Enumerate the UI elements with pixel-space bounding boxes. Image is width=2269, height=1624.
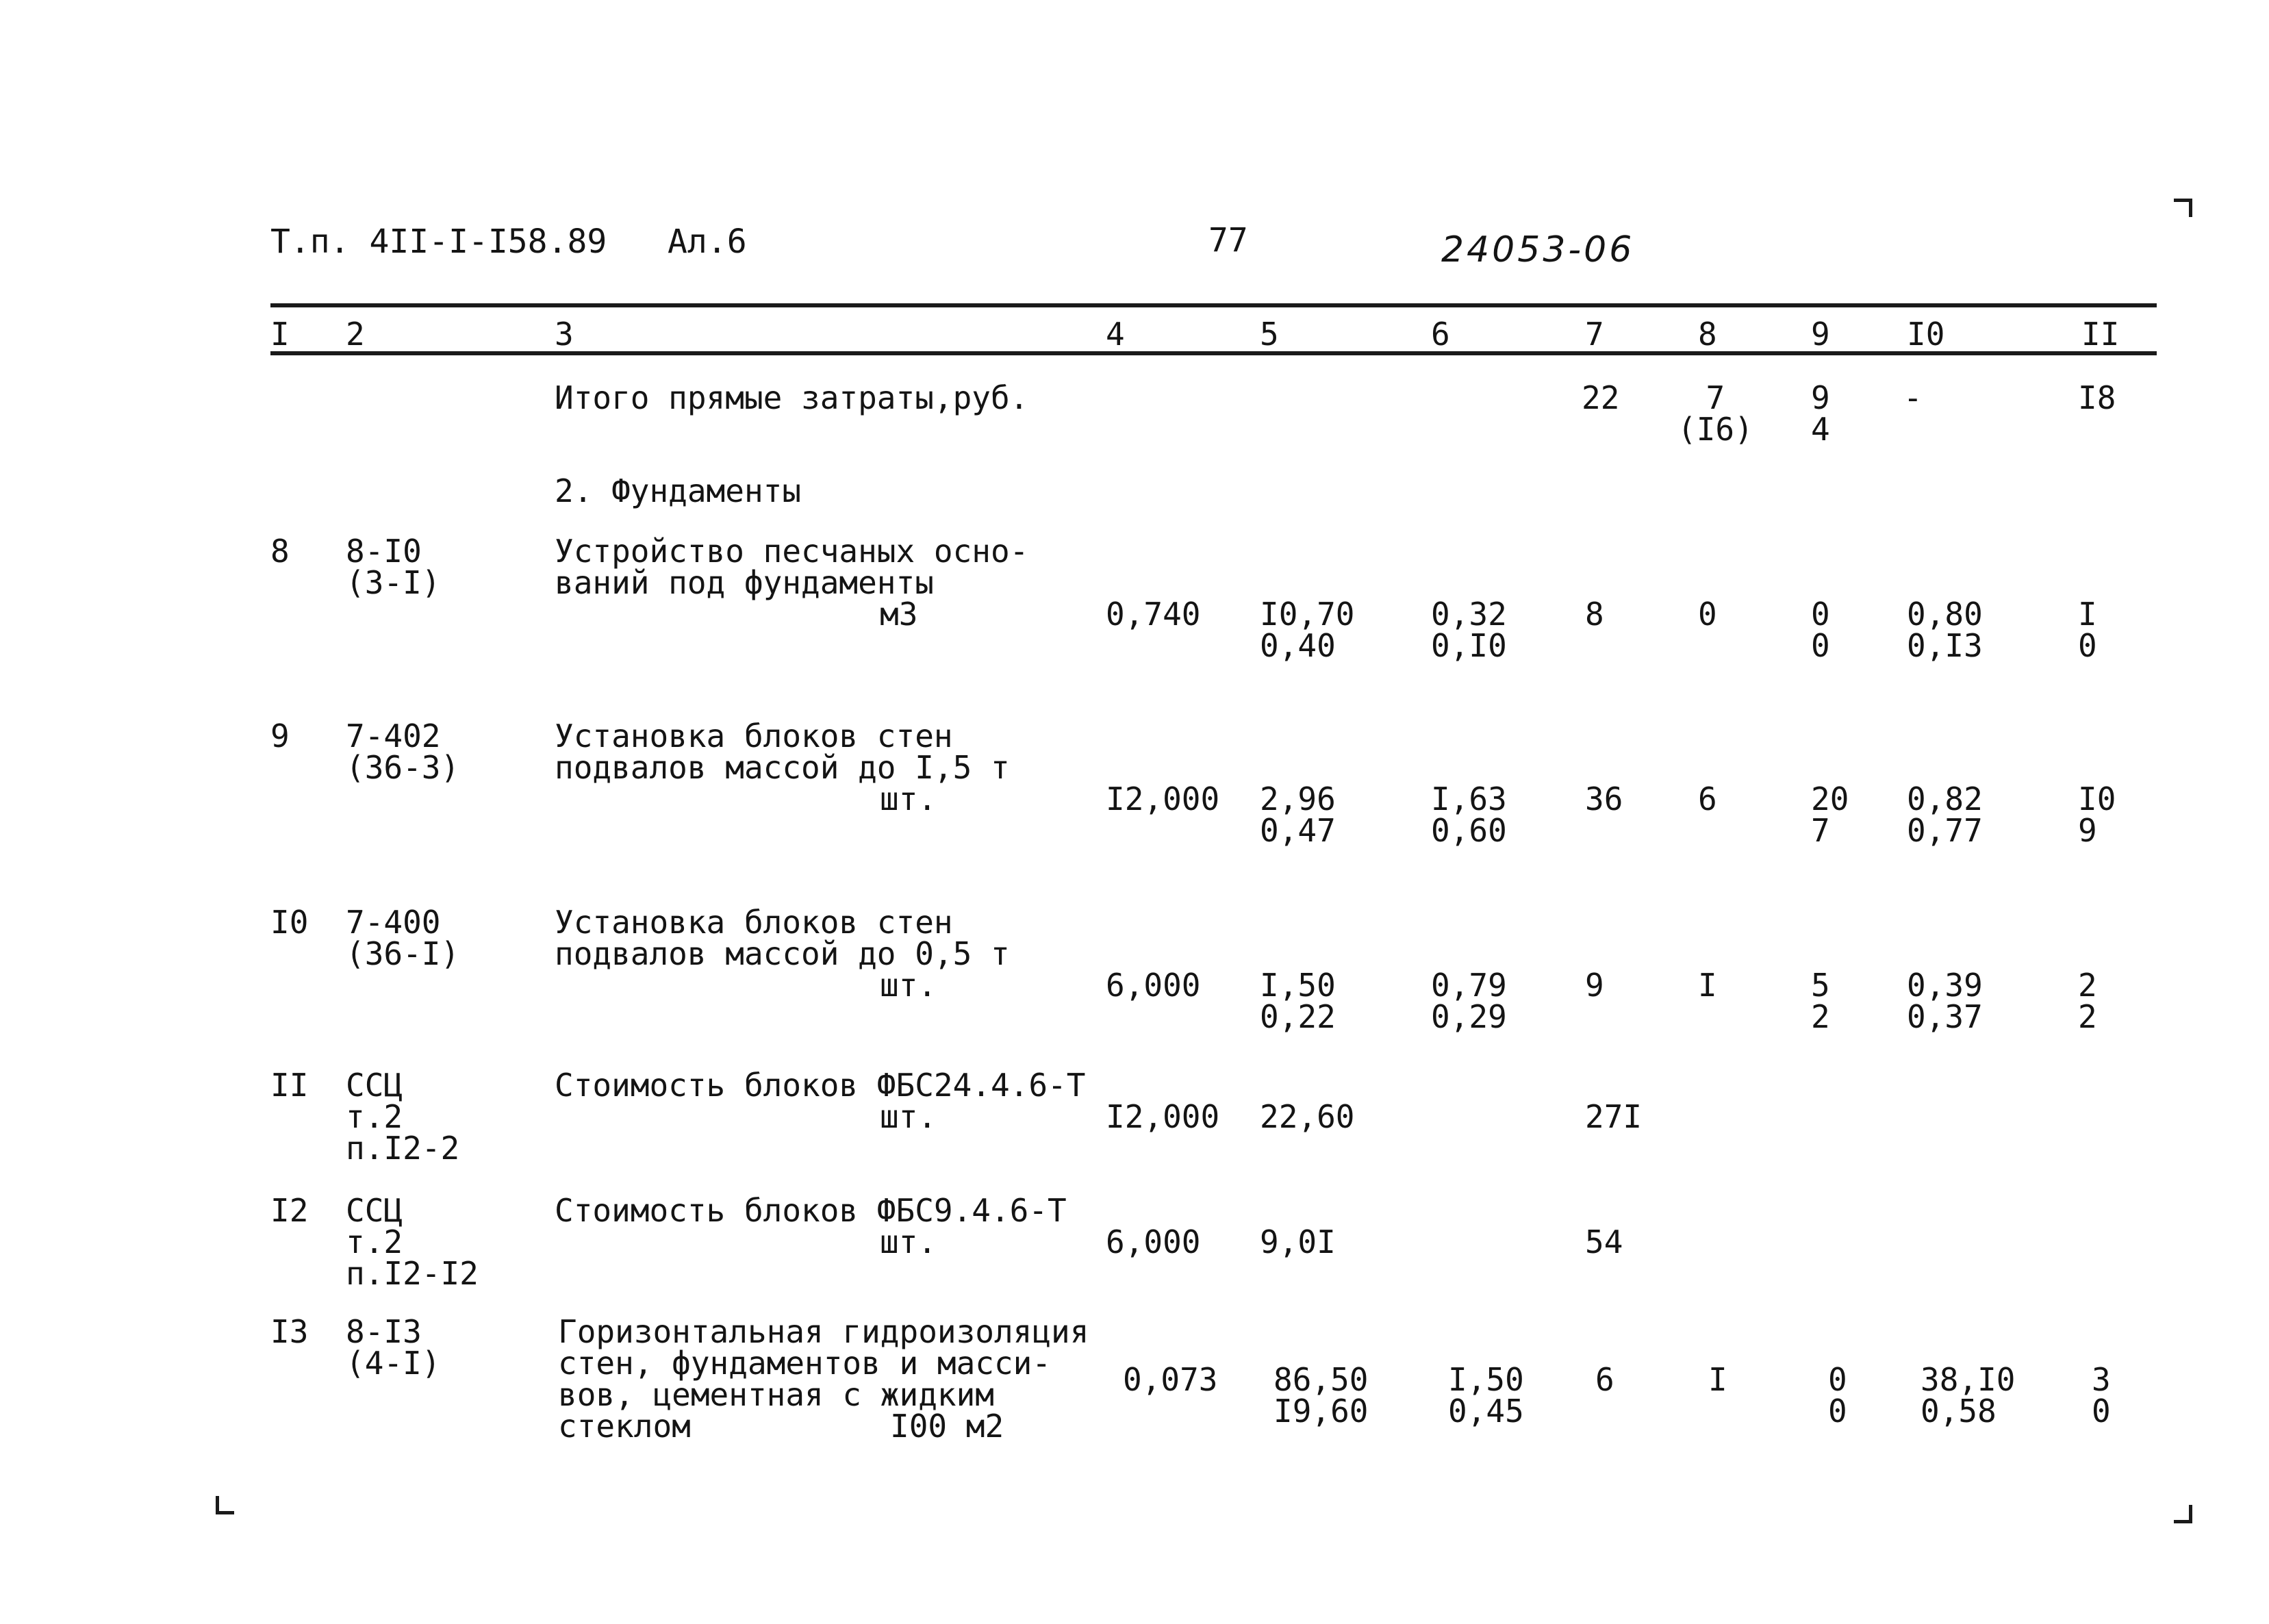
norm-code: 7-400 (36-I)	[346, 904, 460, 972]
cell-col11: 2 2	[2078, 967, 2097, 1035]
work-description: Стоимость блоков ФБС24.4.6-Т	[555, 1067, 1086, 1104]
header-bottom-rule	[270, 351, 2157, 355]
cell-col4: 0,073	[1123, 1361, 1218, 1398]
cell-col10: 0,39 0,37	[1907, 967, 1983, 1035]
cell-col10: 0,80 0,I3	[1907, 596, 1983, 664]
cell-col8: I	[1708, 1361, 1727, 1398]
cell-col7: 6	[1595, 1361, 1614, 1398]
column-header: I	[270, 316, 290, 353]
cell-col7: 8	[1585, 596, 1604, 633]
cell-col5: 22,60	[1260, 1098, 1355, 1135]
handwritten-code: 24053-06	[1441, 229, 1635, 270]
section-title: 2. Фундаменты	[555, 472, 802, 509]
unit-label: шт.	[880, 1098, 937, 1135]
cell-col4: 6,000	[1106, 967, 1201, 1004]
cell-col5: 86,50 I9,60	[1273, 1361, 1369, 1430]
cell-col7: 22	[1582, 379, 1620, 416]
cell-col11: I0 9	[2078, 781, 2116, 849]
row-number: I2	[270, 1192, 309, 1229]
cell-col10: -	[1903, 379, 1923, 416]
cell-col8: 6	[1698, 781, 1717, 817]
work-description: Установка блоков стен подвалов массой до 0,5 т	[555, 904, 1010, 972]
corner-mark-bottom-left	[216, 1496, 234, 1514]
corner-mark-top-right	[2174, 199, 2192, 217]
cell-col5: I,50 0,22	[1260, 967, 1336, 1035]
cell-col9: 20 7	[1811, 781, 1849, 849]
norm-code: ССЦ т.2 п.I2-I2	[346, 1192, 479, 1292]
cell-col11: I 0	[2078, 596, 2097, 664]
unit-label: м3	[880, 596, 918, 633]
cell-col9: 5 2	[1811, 967, 1830, 1035]
work-description: Устройство песчаных осно- ваний под фундаменты	[555, 533, 1029, 601]
cell-col7: 54	[1585, 1223, 1623, 1260]
norm-code: ССЦ т.2 п.I2-2	[346, 1067, 460, 1167]
work-description: Установка блоков стен подвалов массой до I,5 т	[555, 718, 1010, 786]
cell-col5: 9,0I	[1260, 1223, 1336, 1260]
cell-col6: I,50 0,45	[1448, 1361, 1524, 1430]
cell-col8: I	[1698, 967, 1717, 1004]
cell-col7: 27I	[1585, 1098, 1643, 1135]
column-header: 9	[1811, 316, 1830, 353]
cell-col8: 0	[1698, 596, 1717, 633]
unit-label: I00 м2	[890, 1408, 1004, 1445]
cell-col7: 36	[1585, 781, 1623, 817]
cell-col11: I8	[2078, 379, 2116, 416]
column-header: 7	[1585, 316, 1604, 353]
cell-col4: 6,000	[1106, 1223, 1201, 1260]
cell-col4: 0,740	[1106, 596, 1201, 633]
cell-col5: 2,96 0,47	[1260, 781, 1336, 849]
row-number: I3	[270, 1313, 309, 1350]
cell-col9: 0 0	[1811, 596, 1830, 664]
album-label: Ал.6	[668, 223, 747, 261]
column-header: 3	[555, 316, 574, 353]
norm-code: 8-I3 (4-I)	[346, 1313, 441, 1382]
cell-col8: 7 (I6)	[1677, 379, 1753, 448]
cell-col10: 38,I0 0,58	[1921, 1361, 2016, 1430]
column-header: I0	[1907, 316, 1945, 353]
cell-col6: 0,32 0,I0	[1431, 596, 1507, 664]
norm-code: 7-402 (36-3)	[346, 718, 460, 786]
corner-mark-bottom-right	[2174, 1505, 2192, 1523]
page-number: 77	[1208, 221, 1248, 259]
column-header: 5	[1260, 316, 1279, 353]
row-number: 8	[270, 533, 290, 570]
cell-col4: I2,000	[1106, 781, 1220, 817]
cell-col5: I0,70 0,40	[1260, 596, 1355, 664]
column-header: 2	[346, 316, 365, 353]
work-description: Горизонтальная гидроизоляция стен, фундаментов и масси- вов, цементная с жидким стеклом	[558, 1313, 1089, 1445]
unit-label: шт.	[880, 781, 937, 817]
cell-col10: 0,82 0,77	[1907, 781, 1983, 849]
cell-col11: 3 0	[2092, 1361, 2111, 1430]
total-label: Итого прямые затраты,руб.	[555, 379, 1029, 416]
work-description: Стоимость блоков ФБС9.4.6-Т	[555, 1192, 1067, 1229]
document-code: Т.п. 4II-I-I58.89	[270, 223, 607, 261]
row-number: II	[270, 1067, 309, 1104]
cell-col7: 9	[1585, 967, 1604, 1004]
column-header: 4	[1106, 316, 1125, 353]
cell-col9: 0 0	[1828, 1361, 1847, 1430]
cell-col4: I2,000	[1106, 1098, 1220, 1135]
header-top-rule	[270, 303, 2157, 307]
unit-label: шт.	[880, 967, 937, 1004]
column-header: 6	[1431, 316, 1450, 353]
row-number: 9	[270, 718, 290, 754]
row-number: I0	[270, 904, 309, 941]
column-header: 8	[1698, 316, 1717, 353]
cell-col6: 0,79 0,29	[1431, 967, 1507, 1035]
column-header: II	[2081, 316, 2120, 353]
unit-label: шт.	[880, 1223, 937, 1260]
cell-col6: I,63 0,60	[1431, 781, 1507, 849]
cell-col9: 9 4	[1811, 379, 1830, 448]
norm-code: 8-I0 (3-I)	[346, 533, 441, 601]
